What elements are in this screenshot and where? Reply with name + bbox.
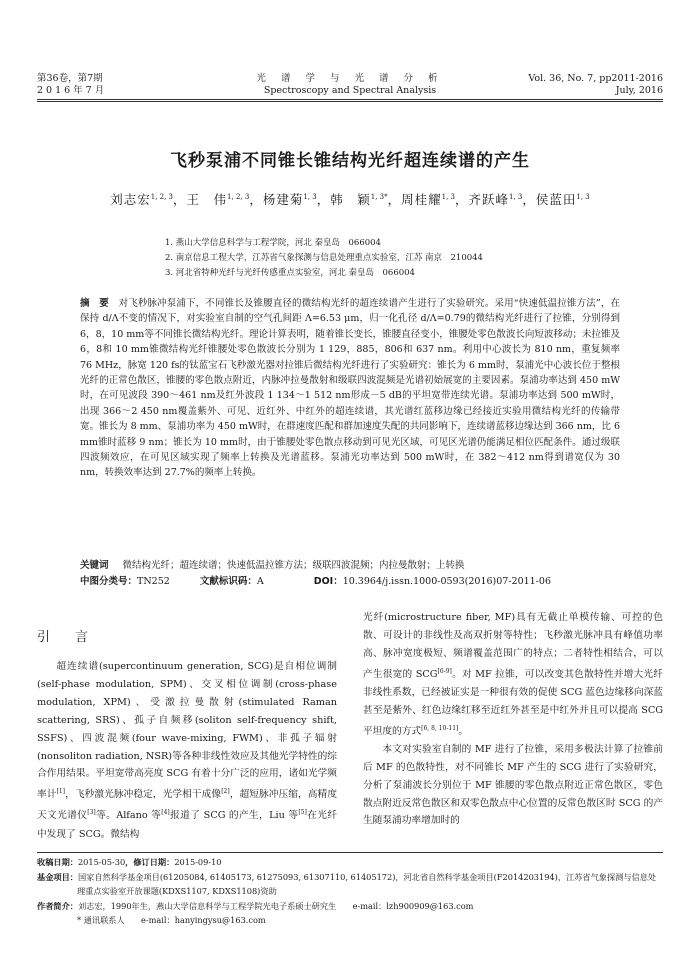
citation: [2] — [221, 788, 230, 796]
citation: [5] — [298, 809, 307, 817]
journal-title-cn: 光 谱 学 与 光 谱 分 析 — [256, 73, 444, 84]
author: 王 伟$^{1, 2, 3}$ — [186, 192, 250, 207]
doi-value: 10.3964/j.issn.1000-0593(2016)07-2011-06 — [342, 576, 552, 587]
header-rule-thin — [37, 101, 663, 102]
publication-date-en: July, 2016 — [615, 85, 663, 96]
author-bio-line: 作者简介：刘志宏，1990年生，燕山大学信息科学与工程学院光电子系硕士研究生 e-mail：lzh900909@163.com — [37, 900, 474, 911]
citation: [1] — [56, 788, 66, 796]
journal-page-info — [528, 73, 663, 97]
corresponding-author-line: * 通讯联系人 e-mail：hanyingysu@163.com — [77, 915, 266, 926]
affiliation: 2. 南京信息工程大学，江苏省气象探测与信息处理重点实验室，江苏 南京 210044 — [165, 253, 483, 263]
journal-title — [200, 73, 500, 97]
citation: [3] — [87, 809, 96, 817]
section-heading-introduction: 引 言 — [37, 630, 95, 645]
keywords-label: 关键词 — [80, 560, 109, 571]
author-list: 刘志宏$^{1, 2, 3}$，王 伟$^{1, 2, 3}$，杨建菊$^{1, 3}$，韩 颖$^{1, 3*}$，周桂耀$^{1, 3}$，齐跃峰$^{1, 3}$，侯蓝田$^{1, 3}$ — [110, 192, 590, 207]
journal-title-en: Spectroscopy and Spectral Analysis — [263, 85, 437, 96]
citation: [4] — [161, 809, 170, 817]
author: 齐跃峰$^{1, 3}$ — [468, 192, 523, 207]
footnote-rule — [37, 852, 663, 853]
dates-line: 收稿日期：2015-05-30，修订日期：2015-09-10 — [37, 857, 222, 867]
paragraph: 光纤(microstructure fiber, MF)具有无截止单模传输、可控的色散、可设计的非线性及高双折射等特性；飞秒激光脉冲具有峰值功率高、脉冲宽度极短、频谱覆盖范围广的特点；二者特性相结合，可以产生很宽的 SCG[6-9]。对 MF 拉锥，可以改变其色散特性并增大光纤非线性系数，已经被证实是一种很有效的促使 SCG 蓝色边缘移向深蓝甚至是紫外、红色边缘红移至近红外甚至是中红外并且可以提高 SCG 平坦度的方式[6, 8, 10-11]。 — [363, 612, 663, 737]
abstract-label: 摘 要 — [80, 298, 109, 309]
affiliation: 3. 河北省特种光纤与光纤传感重点实验室，河北 秦皇岛 066004 — [165, 268, 415, 278]
intro-left-column: 超连续谱(supercontinuum generation, SCG)是自相位调制(self-phase modulation, SPM)、交叉相位调制(cross-phase modulation, XPM)、受激拉曼散射(stimulated Raman scattering, SRS)、孤子自频移(soliton self-frequency shift, SSFS)、四波混频(four wave-mixing, FWM)、非孤子辐射(nonsoliton radiation, NSR)等各种非线性效应及其他光学特性的综合作用结果。平坦宽带高亮度 SCG 有着十分广泛的应用，诸如光学频率计[1]，飞秒激光脉冲稳定，光学相干成像[2]，超短脉冲压缩，高精度天文光谱仪[3]等。Alfano 等[4]报道了 SCG 的产生，Liu 等[5]在光纤中发现了 SCG。微结构 — [37, 661, 338, 840]
doi-label: DOI： — [313, 576, 343, 587]
funding-line: 基金项目：国家自然科学基金项目(61205084, 61405173, 61275093, 61307110, 61405172)，河北省自然科学基金项目(F2014203194)，江苏省气象探测与信息处理重点实验室开放课题(KDXS1107, KDXS1108)资助 — [37, 871, 657, 897]
abstract-text: 对飞秒脉冲泵浦下，不同锥长及锥腰直径的微结构光纤的超连续谱产生进行了实验研究。采用“快速低温拉锥方法”，在保持 d/Λ不变的情况下，对实验室自制的空气孔间距 Λ=6.53 μm，归一化孔径 d/Λ=0.79的微结构光纤进行了拉锥，分别得到 6，8，10 mm等不同锥长微结构光纤。理论计算表明，随着锥长变长，锥腰直径变小，锥腰处零色散波长向短波移动；未拉锥及 6，8和 10 mm锥微结构光纤锥腰处零色散波长分别为 1 129，885，806和 637 nm。利用中心波长为 810 nm，重复频率 76 MHz，脉宽 120 fs的钛蓝宝石飞秒激光器对拉锥后微结构光纤进行了实验研究：锥长为 6 mm时，泵浦光中心波长位于整根光纤的正常色散区，锥腰的零色散点附近，内脉冲拉曼散射和级联四波混频是光谱初始展宽的主要因素。泵浦功率达到 450 mW时，在可见波段 390～461 nm及红外波段 1 134～1 512 nm形成－5 dB的平坦宽带连续光谱。泵浦功率达到 500 mW时，出现 366～2 450 nm覆盖紫外、可见、近红外、中红外的超连续谱，其光谱红蓝移边缘已经接近实验用微结构光纤的传输带宽。锥长为 8 mm、泵浦功率为 450 mW时，在群速度匹配和群加速度失配的共同影响下，连续谱蓝移边缘达到 366 nm，比 6 mm锥时蓝移 9 nm；锥长为 10 mm时，由于锥腰处零色散点移动到可见光区域，可见区光谱仍能满足相位匹配条件。通过级联四波频效应，在可见区域实现了频率上转换及光谱蓝移。泵浦光功率达到 500 mW时，在 382～412 nm得到谱宽仅为 30 nm，转换效率达到 27.7%的频率上转换。 — [80, 298, 620, 479]
header-rule — [37, 99, 663, 100]
volume-issue: 第36卷，第7期 — [37, 73, 103, 84]
paper-title: 飞秒泵浦不同锥长锥结构光纤超连续谱的产生 — [170, 151, 530, 171]
citation: [6-9] — [437, 667, 452, 675]
keywords-text: 微结构光纤；超连续谱；快速低温拉锥方法；级联四波混频；内拉曼散射；上转换 — [122, 560, 465, 571]
intro-right-column — [363, 609, 663, 830]
author: 刘志宏$^{1, 2, 3}$ — [110, 192, 174, 207]
citation: [6, 8, 10-11] — [421, 724, 459, 732]
publication-date-cn: 2016年7月 — [37, 85, 108, 96]
class-value: TN252 — [137, 576, 170, 587]
keywords-block — [80, 558, 620, 590]
abstract — [80, 296, 620, 481]
keywords-line — [80, 558, 620, 574]
footnotes — [37, 855, 663, 928]
journal-volume-info — [37, 73, 107, 97]
affiliation-list — [165, 236, 483, 281]
author: 杨建菊$^{1, 3}$ — [262, 192, 317, 207]
affiliation: 1. 燕山大学信息科学与工程学院，河北 秦皇岛 066004 — [165, 238, 381, 248]
volume-pages-en: Vol. 36, No. 7, pp2011-2016 — [528, 73, 663, 84]
class-label: 中图分类号： — [80, 576, 138, 587]
doc-label: 文献标识码： — [199, 576, 257, 587]
author: 韩 颖$^{1, 3*}$ — [330, 192, 388, 207]
paragraph: 本文对实验室自制的 MF 进行了拉锥，采用多极法计算了拉锥前后 MF 的色散特性，对不同锥长 MF 产生的 SCG 进行了实验研究，分析了泵浦波长分别位于 MF 锥腰的零色散点附近正常色散区，零色散点附近反常色散区和双零色散点中心位置的反常色散区时 SCG 的产生随泵浦功率增加时的 — [363, 743, 663, 827]
doc-value: A — [256, 576, 264, 587]
author: 周桂耀$^{1, 3}$ — [401, 192, 455, 207]
author: 侯蓝田$^{1, 3}$ — [535, 192, 590, 207]
classification-line — [80, 574, 620, 590]
